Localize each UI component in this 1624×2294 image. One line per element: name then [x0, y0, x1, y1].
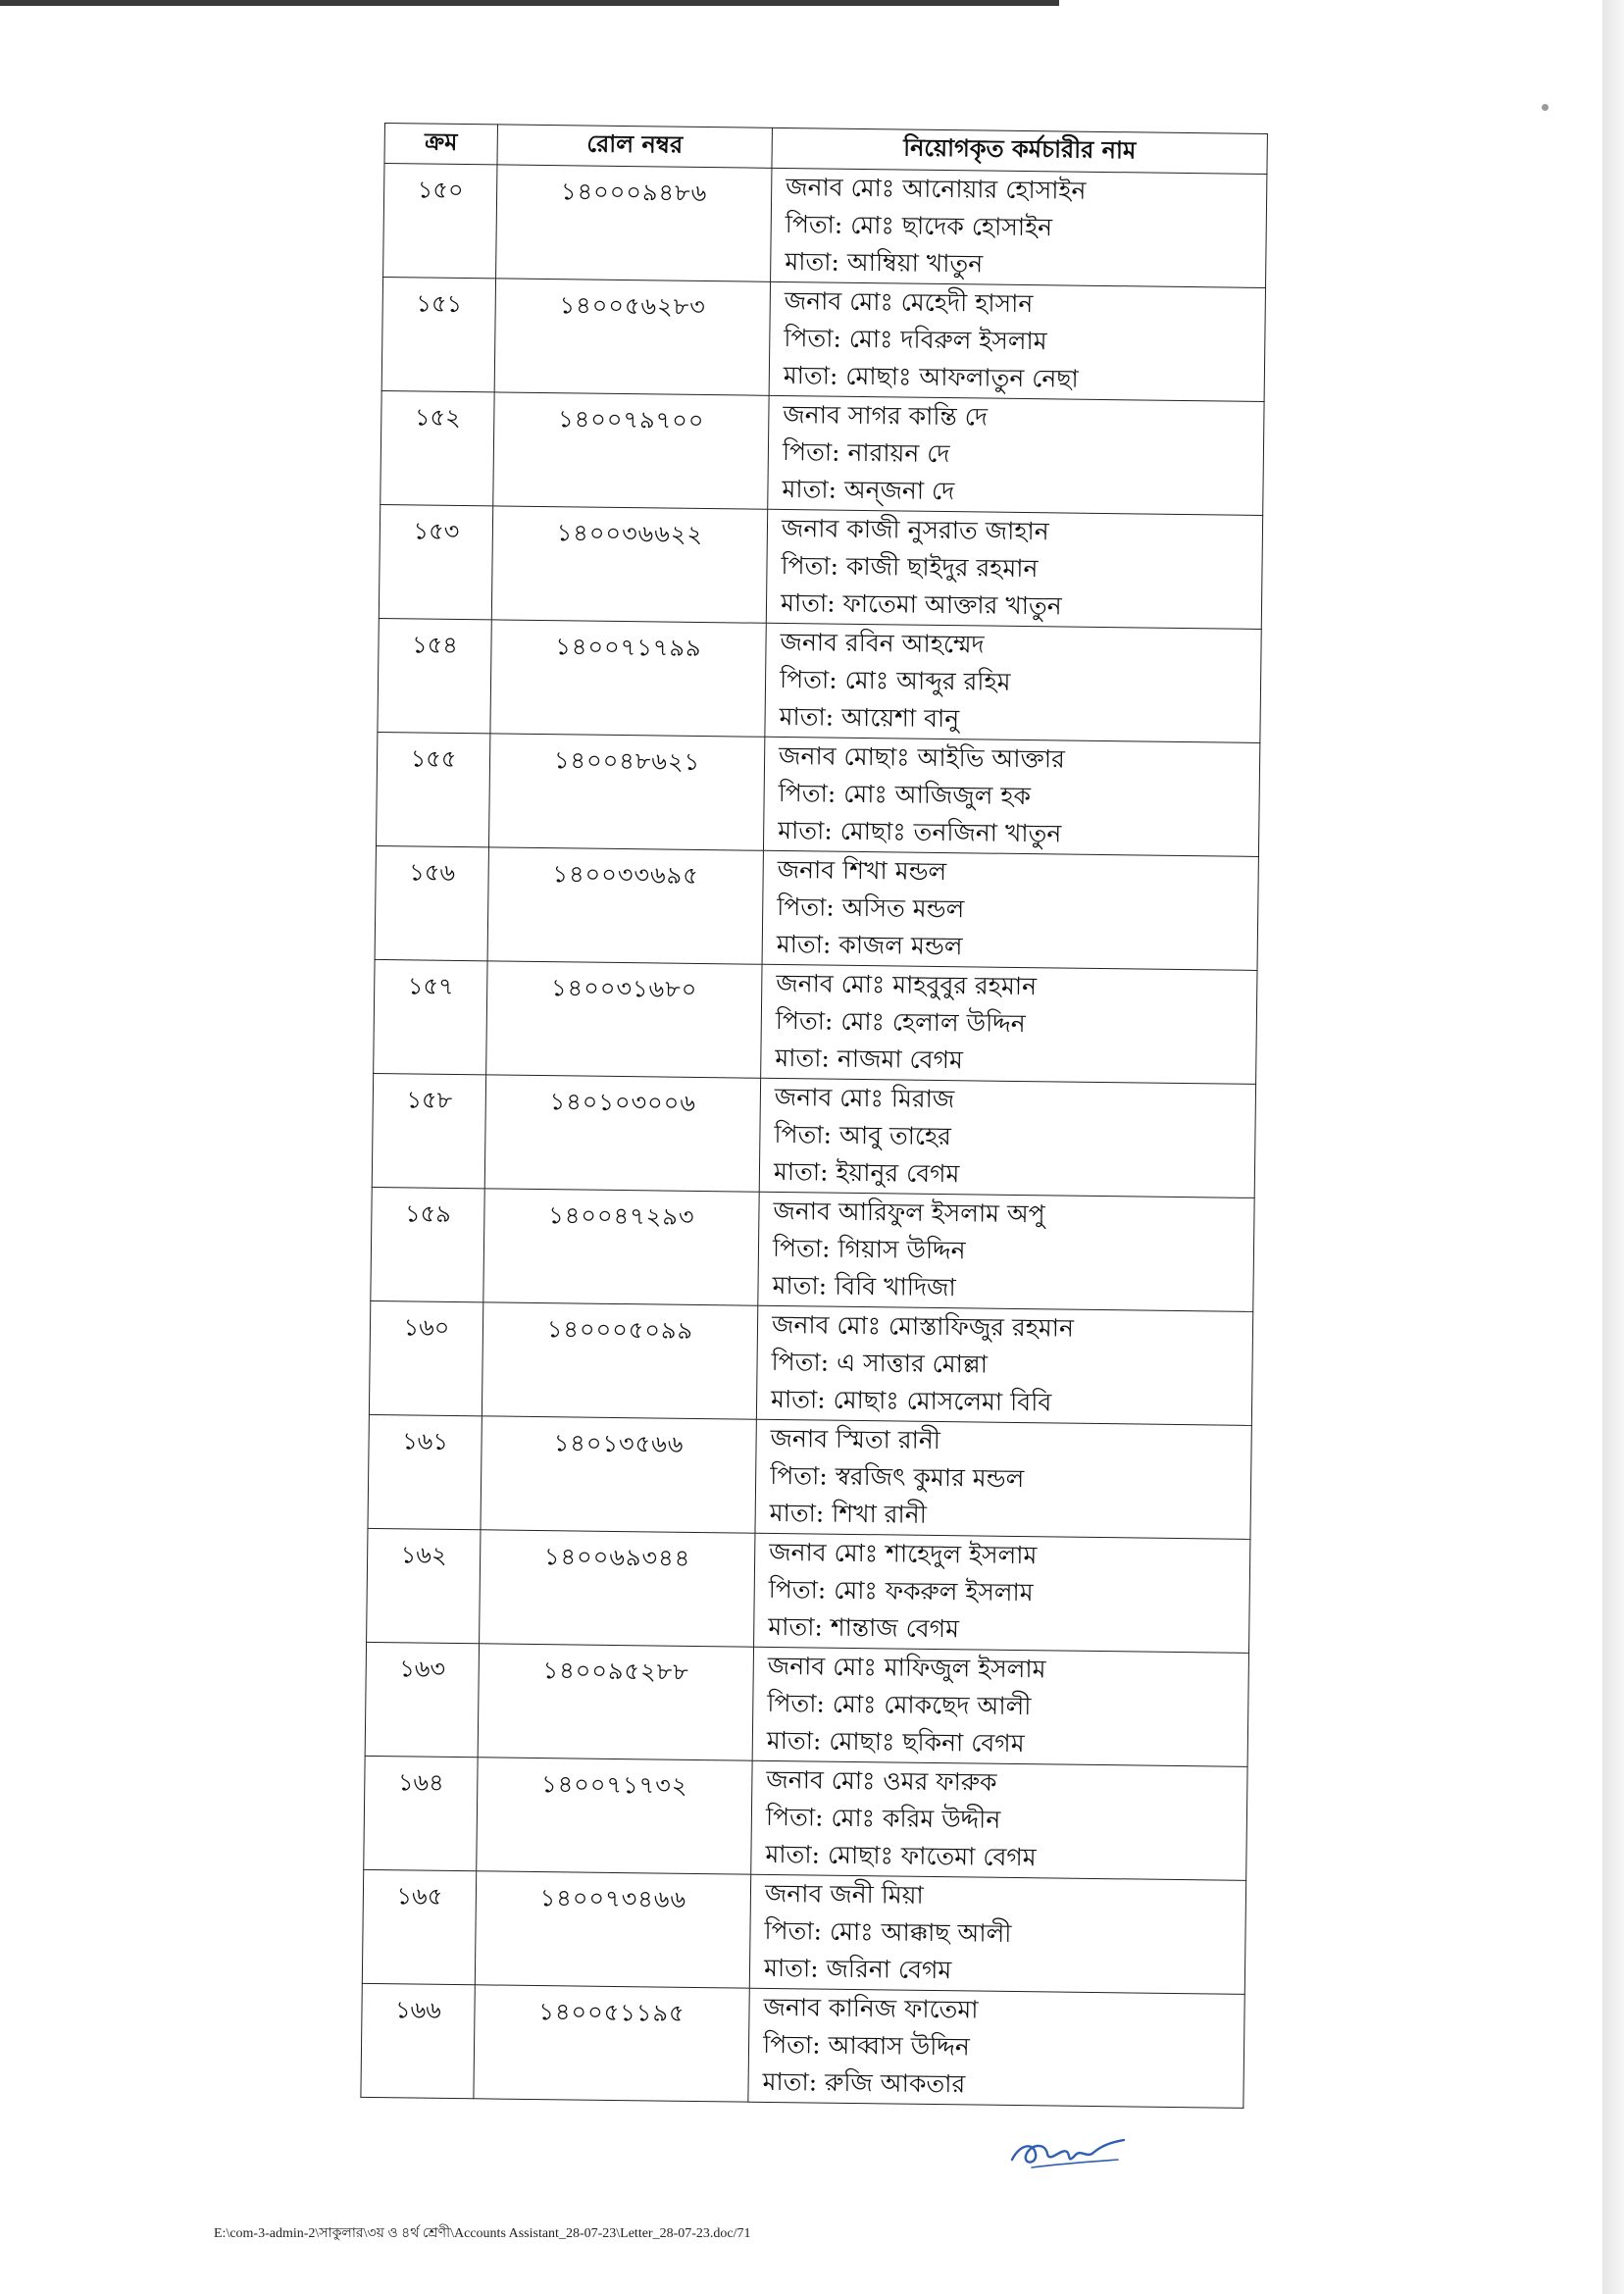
serial-cell — [369, 1300, 482, 1415]
table-row — [362, 1869, 1245, 1994]
mother-name: মাতা: আয়েশা বানু — [779, 701, 960, 734]
table-row — [369, 1300, 1252, 1425]
roll-cell — [475, 1871, 750, 1988]
mother-name: মাতা: শান্তাজ বেগম — [768, 1611, 960, 1644]
serial-cell — [376, 732, 489, 846]
employee-name: জনাব মোঃ মাফিজুল ইসলাম — [767, 1651, 1046, 1684]
serial-number: ১৬২ — [400, 1541, 447, 1569]
serial-number: ১৬৫ — [396, 1882, 443, 1911]
roll-cell — [488, 734, 764, 850]
serial-number: ১৫৩ — [413, 517, 460, 545]
employee-name: জনাব মোঃ মাহবুবুর রহমান — [776, 968, 1038, 1001]
serial-number: ১৫১ — [416, 289, 463, 318]
roll-number: ১৪০০৫১১৯৫ — [538, 1998, 685, 2027]
table-row — [379, 504, 1262, 629]
roll-number: ১৪০০৭১৭৩২ — [540, 1770, 688, 1800]
father-name: পিতা: মোঃ আজিজুল হক — [778, 778, 1032, 811]
employee-name: জনাব মোঃ মিরাজ — [774, 1082, 955, 1114]
roll-number: ১৪০০৩৩৬৯৫ — [552, 860, 699, 890]
name-cell — [765, 623, 1261, 742]
roll-number: ১৪০০৭১৭৯৯ — [555, 633, 702, 662]
name-cell — [756, 1305, 1252, 1425]
roll-cell — [491, 506, 767, 623]
mother-name: মাতা: আম্বিয়া খাতুন — [785, 246, 984, 279]
signature — [1002, 2130, 1128, 2173]
employee-name: জনাব মোঃ মেহেদী হাসান — [784, 285, 1034, 319]
serial-number: ১৫৭ — [407, 972, 454, 1000]
table-body — [361, 164, 1267, 2109]
mother-name: মাতা: জরিনা বেগম — [763, 1953, 952, 1985]
father-name: পিতা: মোঃ করিম উদ্দীন — [765, 1802, 1001, 1834]
mother-name: মাতা: নাজমা বেগম — [775, 1043, 963, 1075]
employee-name: জনাব কানিজ ফাতেমা — [763, 1992, 979, 2024]
roll-number: ১৪০০৪৮৬২১ — [553, 746, 701, 776]
table-row — [376, 732, 1259, 856]
employee-name: জনাব মোঃ আনোয়ার হোসাইন — [786, 173, 1087, 205]
mother-name: মাতা: শিখা রানী — [769, 1498, 928, 1529]
roll-cell — [478, 1644, 753, 1760]
table-row — [371, 1187, 1254, 1311]
table-row — [367, 1528, 1250, 1653]
table-row — [381, 277, 1265, 401]
father-name: পিতা: মোঃ আক্কাছ আলী — [764, 1915, 1012, 1948]
father-name: পিতা: অসিত মন্ডল — [777, 892, 965, 924]
father-name: পিতা: মোঃ ফকরুল ইসলাম — [768, 1574, 1034, 1607]
father-name: পিতা: এ সাত্তার মোল্লা — [771, 1347, 989, 1379]
roll-number: ১৪০১৩৫৬৬ — [553, 1429, 685, 1458]
table-row — [378, 618, 1261, 742]
father-name: পিতা: মোঃ ছাদেক হোসাইন — [785, 210, 1053, 242]
employee-name: জনাব মোঃ ওমর ফারুক — [766, 1764, 997, 1797]
roll-cell — [490, 620, 766, 737]
table-row — [374, 959, 1257, 1084]
roll-number: ১৪০০৯৫২৮৮ — [542, 1657, 690, 1686]
roll-number: ১৪০০৬৯৩৪৪ — [543, 1543, 691, 1572]
serial-cell — [378, 618, 491, 733]
father-name: পিতা: মোঃ আব্দুর রহিম — [779, 664, 1011, 696]
employee-name: জনাব শিখা মন্ডল — [777, 854, 947, 887]
scan-right-edge — [1602, 0, 1624, 2294]
name-cell — [768, 395, 1264, 515]
roll-cell — [496, 165, 772, 281]
roll-number: ১৪০০৪৭২৯৩ — [548, 1201, 695, 1231]
file-path-footer: E:\com-3-admin-2\সাকুলার\৩য় ও ৪র্থ শ্রেণী\Accounts Assistant_28-07-23\Letter_28-07-23.doc/71 — [214, 2226, 751, 2241]
serial-number: ১৫৫ — [410, 744, 457, 773]
table-row — [381, 390, 1264, 515]
serial-number: ১৬১ — [402, 1427, 449, 1455]
serial-number: ১৬৪ — [397, 1768, 444, 1797]
employee-name: জনাব রবিন আহম্মেদ — [780, 627, 985, 659]
table-row — [383, 164, 1267, 288]
roll-number: ১৪০১০৩০০৬ — [549, 1088, 697, 1117]
employee-name: জনাব আরিফুল ইসলাম অপু — [773, 1196, 1045, 1229]
roll-cell — [493, 392, 769, 509]
serial-number: ১৫৬ — [409, 858, 456, 887]
name-cell — [748, 1988, 1244, 2108]
mother-name: মাতা: মোছাঃ তনজিনা খাতুন — [778, 815, 1062, 848]
mother-name: মাতা: মোছাঃ আফলাতুন নেছা — [783, 360, 1079, 393]
roll-cell — [484, 1075, 760, 1192]
roll-cell — [487, 847, 763, 964]
roll-cell — [480, 1530, 755, 1647]
serial-cell — [362, 1869, 476, 1984]
scan-top-edge — [0, 0, 1059, 6]
table-row — [372, 1073, 1255, 1198]
employee-name: জনাব স্মিতা রানী — [770, 1423, 941, 1455]
employee-name: জনাব জনী মিয়া — [764, 1878, 924, 1910]
roll-cell — [482, 1302, 757, 1419]
father-name: পিতা: মোঃ দবিরুল ইসলাম — [784, 323, 1047, 356]
name-cell — [758, 1192, 1254, 1311]
mother-name: মাতা: অন্জনা দে — [782, 474, 955, 506]
name-cell — [749, 1874, 1245, 1994]
serial-cell — [375, 845, 488, 960]
serial-cell — [381, 390, 494, 505]
name-cell — [761, 964, 1257, 1084]
mother-name: মাতা: মোছাঃ ফাতেমা বেগম — [765, 1839, 1037, 1872]
mother-name: মাতা: ইয়ানুর বেগম — [773, 1156, 960, 1189]
serial-cell — [372, 1073, 485, 1188]
roll-cell — [494, 279, 770, 395]
roll-number: ১৪০০০৯৪৮৬ — [560, 178, 708, 208]
serial-number: ১৬৩ — [399, 1655, 446, 1683]
table-row — [368, 1414, 1251, 1539]
father-name: পিতা: মোঃ মোকছেদ আলী — [767, 1688, 1032, 1721]
table-row — [364, 1756, 1247, 1880]
serial-cell — [367, 1528, 481, 1643]
name-cell — [766, 509, 1262, 629]
serial-cell — [374, 959, 487, 1074]
roll-cell — [483, 1189, 759, 1305]
name-header: নিয়োগকৃত কর্মচারীর নাম — [772, 127, 1267, 174]
table-row — [365, 1642, 1248, 1766]
mother-name: মাতা: মোছাঃ মোসলেমা বিবি — [770, 1384, 1052, 1417]
employee-name: জনাব মোছাঃ আইভি আক্তার — [778, 740, 1066, 774]
roll-cell — [474, 1985, 749, 2102]
name-cell — [769, 281, 1265, 401]
name-cell — [754, 1533, 1250, 1653]
table-row — [361, 1983, 1244, 2108]
roll-header: রোল নম্বর — [497, 125, 772, 168]
roll-number: ১৪০০০৫০৯৯ — [546, 1315, 694, 1345]
employee-name: জনাব মোঃ মোস্তাফিজুর রহমান — [771, 1309, 1075, 1343]
employee-name: জনাব কাজী নুসরাত জাহান — [781, 513, 1049, 546]
name-cell — [755, 1419, 1251, 1539]
name-cell — [759, 1078, 1255, 1198]
employee-name: জনাব মোঃ শাহেদুল ইসলাম — [769, 1537, 1038, 1570]
father-name: পিতা: মোঃ হেলাল উদ্দিন — [775, 1005, 1026, 1039]
roll-cell — [477, 1758, 752, 1874]
serial-number: ১৬৬ — [394, 1996, 442, 2024]
father-name: পিতা: আবু তাহের — [774, 1119, 952, 1151]
serial-header: ক্রম — [384, 124, 497, 165]
roll-number: ১৪০০৫৬২৮৩ — [559, 291, 707, 322]
serial-number: ১৬০ — [403, 1313, 450, 1342]
father-name: পিতা: গিয়াস উদ্দিন — [772, 1233, 966, 1265]
serial-cell — [371, 1187, 484, 1301]
mother-name: মাতা: মোছাঃ ছকিনা বেগম — [766, 1725, 1025, 1759]
name-cell — [763, 737, 1259, 856]
roll-number: ১৪০০৭৩৪৬৬ — [539, 1884, 687, 1913]
name-cell — [762, 850, 1258, 970]
table-row — [375, 845, 1258, 970]
serial-number: ১৫০ — [417, 176, 464, 204]
employee-table — [360, 123, 1268, 2109]
employee-name: জনাব সাগর কান্তি দে — [783, 399, 989, 432]
father-name: পিতা: কাজী ছাইদুর রহমান — [781, 550, 1039, 584]
serial-cell — [383, 164, 497, 279]
father-name: পিতা: নারায়ন দে — [782, 436, 950, 469]
roll-cell — [481, 1416, 756, 1533]
serial-cell — [368, 1414, 482, 1529]
mother-name: মাতা: ফাতেমা আক্তার খাতুন — [780, 587, 1062, 621]
serial-cell — [381, 277, 495, 391]
roll-number: ১৪০০৩১৬৮০ — [550, 974, 698, 1003]
serial-number: ১৫৮ — [406, 1086, 453, 1114]
mother-name: মাতা: বিবি খাদিজা — [772, 1270, 956, 1302]
mother-name: মাতা: রুজি আকতার — [762, 2066, 966, 2099]
serial-number: ১৫২ — [414, 403, 461, 432]
serial-number: ১৫৪ — [411, 631, 459, 659]
name-cell — [751, 1760, 1247, 1880]
scan-mark — [1542, 104, 1548, 111]
serial-cell — [365, 1642, 479, 1757]
roll-number: ১৪০০৭৯৭০০ — [557, 405, 705, 435]
serial-cell — [379, 504, 492, 619]
father-name: পিতা: স্বরজিৎ কুমার মন্ডল — [770, 1460, 1025, 1494]
roll-number: ১৪০০৩৬৬২২ — [556, 519, 704, 549]
serial-cell — [361, 1983, 475, 2098]
mother-name: মাতা: কাজল মন্ডল — [776, 929, 963, 961]
serial-number: ১৫৯ — [404, 1199, 451, 1228]
name-cell — [771, 168, 1267, 287]
roll-cell — [486, 961, 762, 1078]
father-name: পিতা: আব্বাস উদ্দিন — [762, 2029, 970, 2062]
serial-cell — [364, 1756, 478, 1870]
name-cell — [752, 1647, 1248, 1766]
